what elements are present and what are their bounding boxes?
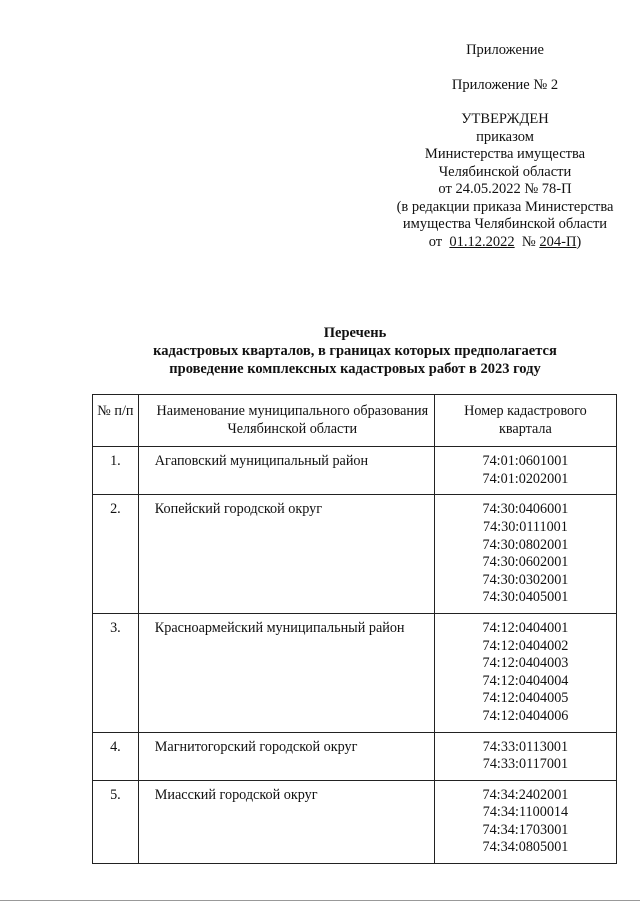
quarter-list — [434, 495, 616, 614]
title-line-3: проведение комплексных кадастровых работ в 2023 году — [169, 361, 541, 377]
row-number: 2. — [93, 495, 139, 614]
appendix-number: Приложение № 2 — [451, 76, 559, 93]
cadastral-quarter: 74:30:0602001 — [482, 554, 569, 571]
cadastral-quarter: 74:12:0404006 — [482, 707, 569, 724]
cadastral-quarter: 74:12:0404004 — [482, 672, 569, 689]
quarter-list — [434, 447, 616, 495]
municipality-name: Агаповский муниципальный район — [138, 447, 434, 495]
edition-number-sign: № — [521, 233, 536, 250]
cadastral-quarter: 74:01:0202001 — [482, 470, 569, 487]
appendix-label: Приложение — [466, 42, 544, 58]
table-row — [93, 780, 617, 863]
edition-line-3 — [360, 234, 640, 252]
cadastral-quarter: 74:30:0802001 — [482, 536, 569, 553]
row-number: 4. — [93, 732, 139, 780]
page-bottom-edge — [0, 900, 640, 901]
ministry-label: Министерства имущества — [424, 146, 586, 162]
header-quarter: Номер кадастрового квартала — [434, 395, 616, 447]
table-header-row — [93, 395, 617, 447]
cadastral-quarter: 74:30:0406001 — [482, 501, 569, 518]
municipality-name: Копейский городской округ — [138, 495, 434, 614]
cadastral-quarter: 74:12:0404002 — [482, 637, 569, 654]
edition-prefix: от — [428, 233, 443, 250]
cadastral-table — [92, 394, 617, 864]
order-date-number: от 24.05.2022 № 78-П — [438, 181, 572, 197]
row-number: 5. — [93, 780, 139, 863]
quarter-list — [434, 613, 616, 732]
municipality-name: Магнитогорский городской округ — [138, 732, 434, 780]
cadastral-quarter: 74:12:0404001 — [482, 619, 569, 636]
title-line-2: кадастровых кварталов, в границах которых предполагается — [153, 343, 557, 359]
edition-line-2: имущества Челябинской области — [402, 216, 608, 232]
edition-date: 01.12.2022 — [449, 233, 515, 250]
cadastral-quarter: 74:01:0601001 — [482, 453, 569, 470]
row-number: 3. — [93, 613, 139, 732]
table-row — [93, 613, 617, 732]
table-row — [93, 495, 617, 614]
cadastral-quarter: 74:34:0805001 — [482, 839, 569, 856]
header-name: Наименование муниципального образования Челябинской области — [138, 395, 434, 447]
edition-close: ) — [576, 233, 582, 250]
approval-block — [360, 42, 640, 251]
cadastral-quarter: 74:34:2402001 — [482, 786, 569, 803]
edition-number: 204-П — [539, 233, 577, 250]
cadastral-quarter: 74:30:0111001 — [482, 518, 568, 535]
municipality-name: Красноармейский муниципальный район — [138, 613, 434, 732]
title-line-1: Перечень — [323, 325, 387, 341]
cadastral-quarter: 74:33:0117001 — [482, 756, 569, 773]
edition-line-1: (в редакции приказа Министерства — [396, 198, 614, 215]
order-label: приказом — [476, 128, 534, 145]
cadastral-quarter: 74:30:0405001 — [482, 589, 569, 606]
cadastral-quarter: 74:30:0302001 — [482, 571, 569, 588]
region-label: Челябинской области — [438, 163, 572, 180]
cadastral-quarter: 74:12:0404003 — [482, 655, 569, 672]
quarter-list — [434, 780, 616, 863]
table-row — [93, 447, 617, 495]
cadastral-quarter: 74:33:0113001 — [482, 738, 569, 755]
cadastral-quarter: 74:34:1100014 — [482, 804, 569, 821]
cadastral-quarter: 74:12:0404005 — [482, 690, 569, 707]
table-row — [93, 732, 617, 780]
header-num: № п/п — [93, 395, 139, 447]
quarter-list — [434, 732, 616, 780]
row-number: 1. — [93, 447, 139, 495]
table-body — [93, 447, 617, 864]
municipality-name: Миасский городской округ — [138, 780, 434, 863]
approved-label: УТВЕРЖДЕН — [461, 111, 549, 127]
cadastral-quarter: 74:34:1703001 — [482, 821, 569, 838]
document-title — [95, 324, 615, 378]
